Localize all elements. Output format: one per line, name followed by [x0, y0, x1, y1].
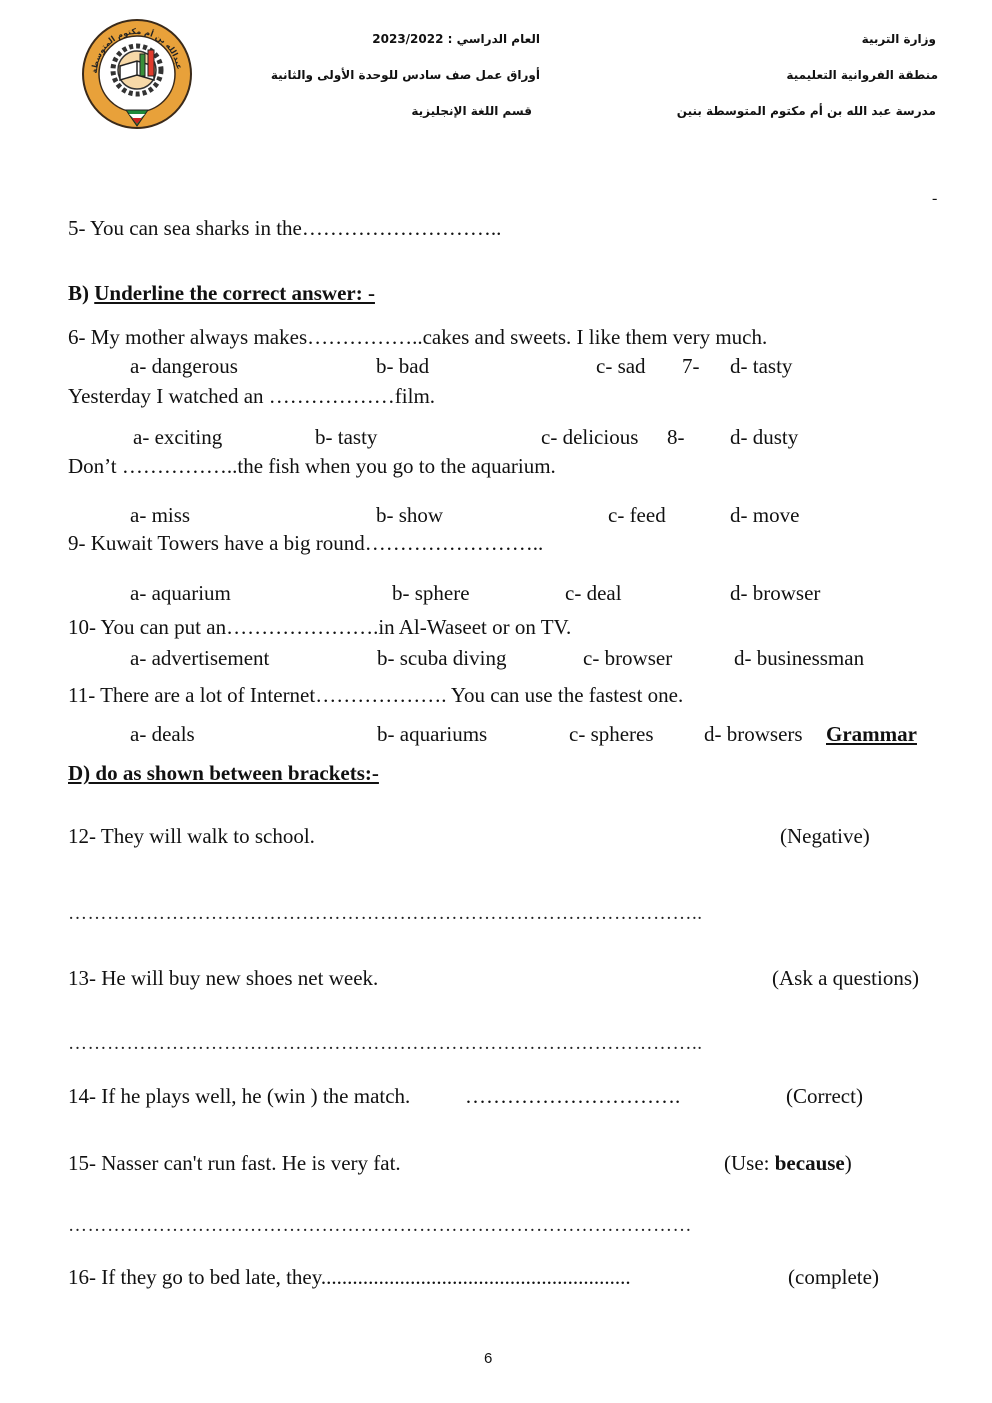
q13-instruction: (Ask a questions) — [772, 966, 919, 990]
question-13: 13- He will buy new shoes net week. — [68, 966, 379, 990]
q15-instruction-suffix: ) — [844, 1151, 852, 1175]
grammar-heading: Grammar — [826, 722, 917, 746]
q11-option-d: d- browsers — [704, 722, 803, 746]
q9-option-a: a- aquarium — [130, 581, 231, 605]
q12-instruction: (Negative) — [780, 824, 870, 848]
header-worksheet-title: أوراق عمل صف سادس للوحدة الأولى والثانية — [270, 68, 540, 82]
stray-mark: - — [932, 190, 938, 207]
q15-instruction-prefix: (Use: — [724, 1151, 775, 1175]
header-district: منطقة الفروانية التعليمية — [786, 68, 938, 82]
q7-option-a: a- exciting — [133, 425, 223, 449]
q9-option-c: c- deal — [565, 581, 622, 605]
q7-option-d: d- dusty — [730, 425, 799, 449]
q10-option-b: b- scuba diving — [377, 646, 507, 670]
q9-option-b: b- sphere — [392, 581, 470, 605]
question-8: Don’t ……………..the fish when you go to the aquarium. — [68, 454, 556, 478]
q11-option-a: a- deals — [130, 722, 195, 746]
question-5: 5- You can sea sharks in the……………………….. — [68, 216, 502, 240]
header-ministry: وزارة التربية — [861, 32, 936, 46]
question-16: 16- If they go to bed late, they........................................................... — [68, 1265, 631, 1289]
q7-number: 7- — [682, 354, 700, 378]
q6-option-b: b- bad — [376, 354, 430, 378]
answer-line-13[interactable]: …………………………………………………………………………………….. — [68, 1033, 703, 1054]
q8-option-b: b- show — [376, 503, 444, 527]
q11-option-b: b- aquariums — [377, 722, 488, 746]
q16-instruction: (complete) — [788, 1265, 879, 1289]
question-14: 14- If he plays well, he (win ) the match. — [68, 1084, 411, 1108]
section-b-prefix: B) — [68, 281, 95, 305]
answer-line-15[interactable]: …………………………………………………………………………………… — [68, 1215, 692, 1236]
q11-option-c: c- spheres — [569, 722, 654, 746]
q9-option-d: d- browser — [730, 581, 821, 605]
q8-option-d: d- move — [730, 503, 800, 527]
header-school: مدرسة عبد الله بن أم مكتوم المتوسطة بنين — [676, 104, 936, 118]
q14-instruction: (Correct) — [786, 1084, 863, 1108]
header-academic-year: العام الدراسي : 2023/2022 — [372, 32, 540, 46]
question-7: Yesterday I watched an ………………film. — [68, 384, 436, 408]
q7-option-b: b- tasty — [315, 425, 378, 449]
q14-blank[interactable]: …………………………. — [465, 1084, 681, 1108]
section-b-heading — [68, 281, 375, 306]
q10-option-c: c- browser — [583, 646, 673, 670]
question-12: 12- They will walk to school. — [68, 824, 315, 848]
q6-option-a: a- dangerous — [130, 354, 238, 378]
q6-option-d: d- tasty — [730, 354, 793, 378]
question-6: 6- My mother always makes……………..cakes and sweets. I like them very much. — [68, 325, 768, 349]
question-15: 15- Nasser can't run fast. He is very fat. — [68, 1151, 401, 1175]
question-10: 10- You can put an………………….in Al-Waseet or on TV. — [68, 615, 572, 639]
q8-option-a: a- miss — [130, 503, 191, 527]
q7-option-c: c- delicious — [541, 425, 639, 449]
section-b-title: Underline the correct answer: - — [94, 281, 375, 305]
answer-line-12[interactable]: …………………………………………………………………………………….. — [68, 903, 703, 924]
question-11: 11- There are a lot of Internet………………. You can use the fastest one. — [68, 683, 684, 707]
q8-option-c: c- feed — [608, 503, 666, 527]
page-number: 6 — [484, 1350, 493, 1367]
school-logo-emblem — [80, 14, 194, 132]
q15-instruction-keyword: because — [774, 1151, 845, 1175]
q10-option-d: d- businessman — [734, 646, 865, 670]
section-d-heading: D) do as shown between brackets:- — [68, 761, 379, 785]
logo-text: عبدالله بن أم مكتوم المتوسطة — [89, 26, 184, 74]
q8-number: 8- — [667, 425, 685, 449]
question-9: 9- Kuwait Towers have a big round…………………….. — [68, 531, 544, 555]
q6-option-c: c- sad — [596, 354, 646, 378]
school-logo — [80, 14, 194, 132]
header-department: قسم اللغة الإنجليزية — [411, 104, 532, 118]
q10-option-a: a- advertisement — [130, 646, 270, 670]
q15-instruction — [724, 1151, 852, 1176]
